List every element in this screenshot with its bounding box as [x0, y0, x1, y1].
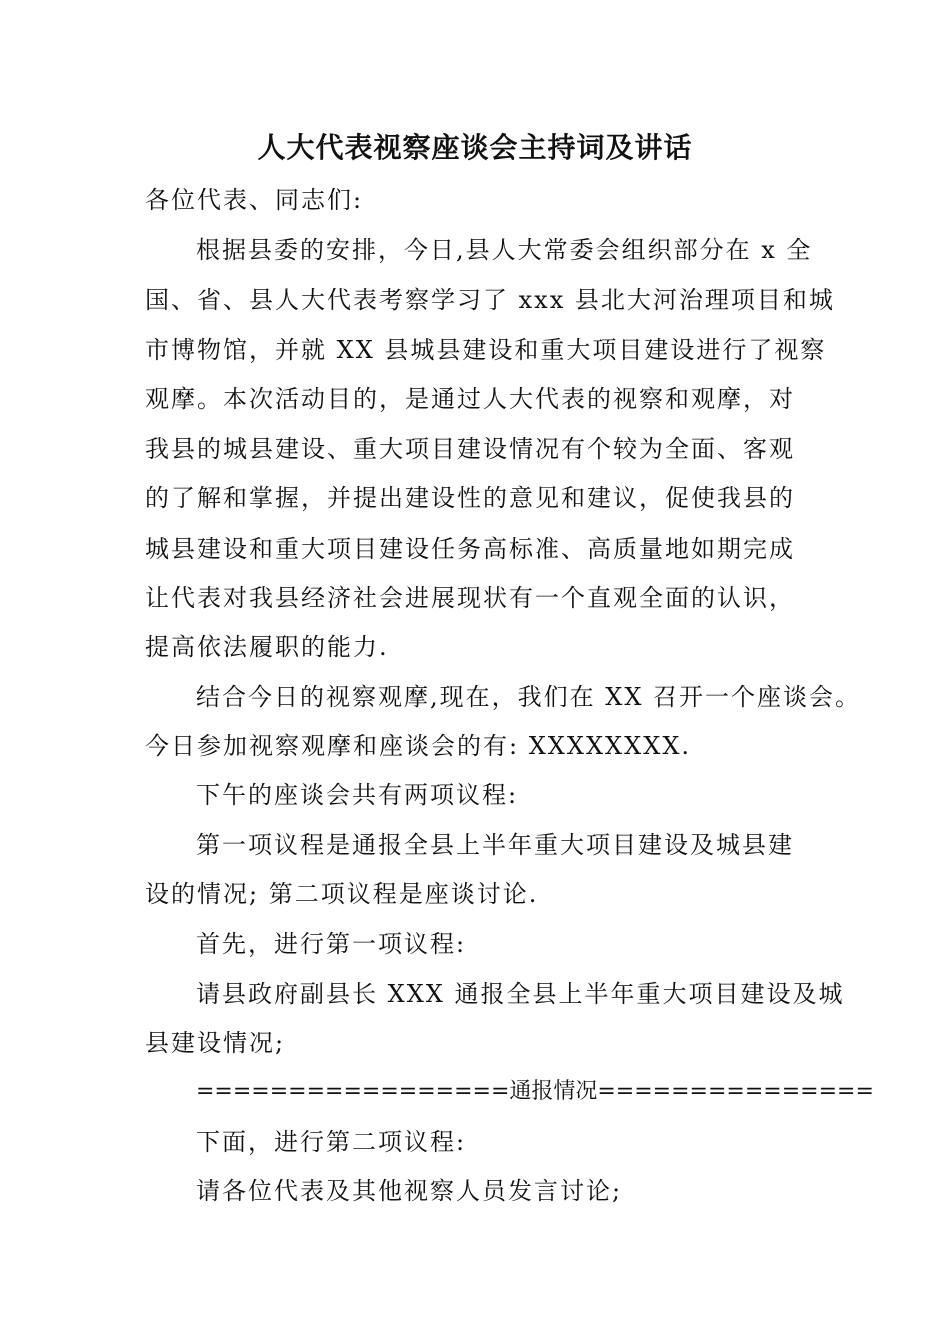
paragraph-line: 下面，进行第二项议程: — [196, 1128, 467, 1156]
paragraph-line: 首先，进行第一项议程: — [196, 930, 467, 958]
paragraph-line: 让代表对我县经济社会进展现状有一个直观全面的认识， — [145, 584, 795, 612]
paragraph-line: 国、省、县人大代表考察学习了 xxx 县北大河治理项目和城 — [145, 286, 835, 314]
paragraph-line: 县建设情况; — [145, 1029, 286, 1057]
paragraph-line: 结合今日的视察观摩,现在，我们在 XX 召开一个座谈会。 — [196, 683, 862, 711]
document-title: 人大代表视察座谈会主持词及讲话 — [257, 131, 693, 164]
paragraph-line: 第一项议程是通报全县上半年重大项目建设及城县建 — [196, 831, 794, 859]
separator-line: =================通报情况=============== — [196, 1079, 874, 1104]
paragraph-line: 我县的城县建设、重大项目建设情况有个较为全面、客观 — [145, 435, 795, 463]
salutation-line: 各位代表、同志们: — [145, 186, 364, 214]
paragraph-line: 设的情况; 第二项议程是座谈讨论. — [145, 880, 539, 908]
paragraph-line: 市博物馆，并就 XX 县城县建设和重大项目建设进行了视察 — [145, 336, 827, 364]
paragraph-line: 根据县委的安排，今日,县人大常委会组织部分在 x 全 — [196, 236, 813, 264]
paragraph-line: 下午的座谈会共有两项议程: — [196, 781, 519, 809]
paragraph-line: 观摩。本次活动目的，是通过人大代表的视察和观摩，对 — [145, 385, 795, 413]
paragraph-line: 今日参加视察观摩和座谈会的有: XXXXXXXX. — [145, 732, 692, 760]
paragraph-line: 提高依法履职的能力. — [145, 633, 389, 661]
paragraph-line: 请县政府副县长 XXX 通报全县上半年重大项目建设及城 — [196, 980, 845, 1008]
paragraph-line: 的了解和掌握，并提出建设性的意见和建议，促使我县的 — [145, 484, 795, 512]
paragraph-line: 请各位代表及其他视察人员发言讨论; — [196, 1177, 623, 1205]
paragraph-line: 城县建设和重大项目建设任务高标准、高质量地如期完成 — [145, 535, 795, 563]
